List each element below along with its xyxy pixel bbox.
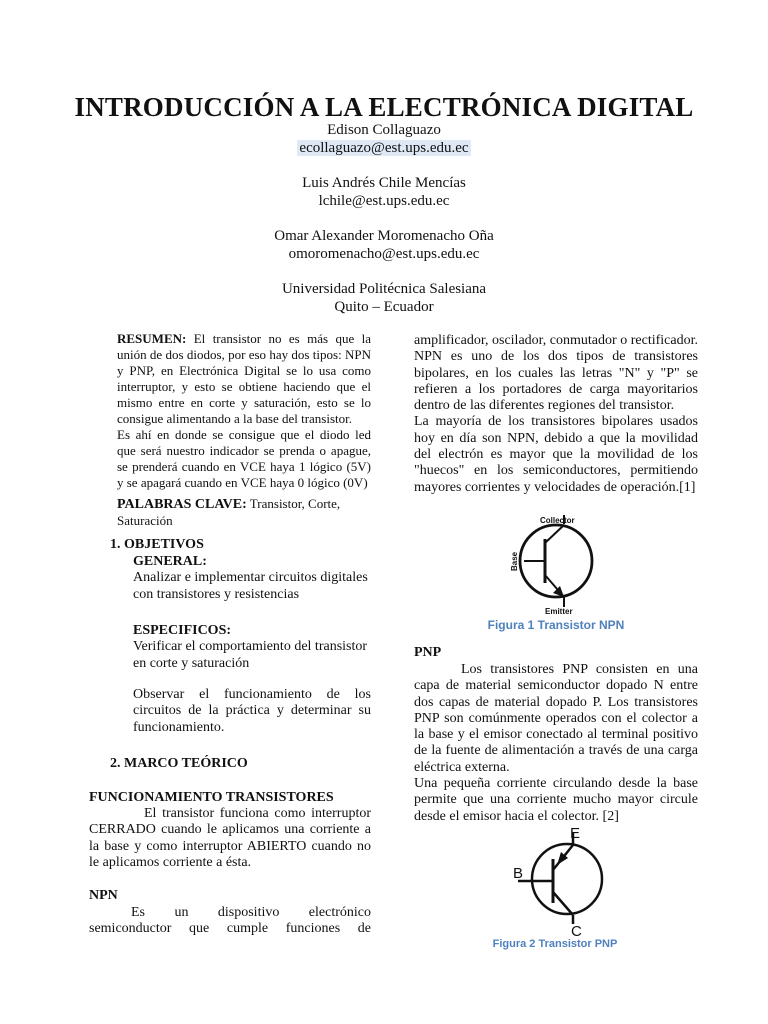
abstract-text-1: El transistor no es más que la unión de dos diodos, por eso hay dos tipos: NPN y PNP, en Electrónica Digital se lo usa como interruptor, y esto se obtiene haciendo que el mismo entre en corte y saturación, esto se lo consigue alimentando a la base del transistor. bbox=[117, 331, 371, 426]
npn-continued bbox=[414, 333, 698, 496]
author-1-email[interactable]: ecollaguazo@est.ups.edu.ec bbox=[299, 140, 469, 156]
pnp-e-label: E bbox=[570, 825, 581, 842]
abstract bbox=[117, 331, 371, 491]
pnp-b-label: B bbox=[513, 865, 524, 882]
figure-2-caption: Figura 2 Transistor PNP bbox=[492, 938, 618, 950]
affiliation: Universidad Politécnica Salesiana bbox=[281, 281, 487, 297]
transistor-function-heading: FUNCIONAMIENTO TRANSISTORES bbox=[89, 790, 334, 805]
npn-continued-2: La mayoría de los transistores bipolares usados hoy en día son NPN, debido a que la movilidad del electrón es mayor que la movilidad de los "huecos" en los semiconductores, permitiendo mayores corrientes y velocidades de operación.[1] bbox=[414, 414, 698, 495]
pnp-text-2: Una pequeña corriente circulando desde la base permite que una corriente mucho mayor circule desde el emisor hacia el colector. [2] bbox=[414, 776, 698, 824]
pnp-text: Los transistores PNP consisten en una capa de material semiconductor dopado N entre dos capas de material dopado P. Los transistores PNP son comúnmente operados con el colector a la base y el emisor conectado al terminal positivo de la fuente de alimentación a través de una carga eléctrica externa. bbox=[414, 662, 698, 775]
paper-title: INTRODUCCIÓN A LA ELECTRÓNICA DIGITAL bbox=[74, 92, 694, 122]
npn-heading: NPN bbox=[89, 888, 118, 903]
abstract-text-2: Es ahí en donde se consigue que el diodo led que será nuestro indicador se prenda o apague, se prenderá cuando en VCE haya 1 lógico (5V) y se apagará cuando en VCE haya 0 lógico (0V) bbox=[117, 427, 371, 490]
keywords bbox=[117, 496, 377, 529]
author-1-email-line bbox=[0, 139, 768, 157]
author-2-email[interactable]: lchile@est.ups.edu.ec bbox=[318, 193, 450, 209]
author-3-email[interactable]: omoromenacho@est.ups.edu.ec bbox=[288, 246, 480, 262]
figure-1-caption: Figura 1 Transistor NPN bbox=[487, 618, 625, 632]
author-1-name: Edison Collaguazo bbox=[327, 122, 441, 138]
npn-base-label: Base bbox=[510, 551, 519, 571]
observe-text: Observar el funcionamiento de los circuitos de la práctica y determinar su funcionamiento. bbox=[133, 687, 371, 735]
abstract-label: RESUMEN: bbox=[117, 331, 187, 346]
npn-emitter-label: Emitter bbox=[545, 607, 573, 615]
npn-collector-label: Collector bbox=[540, 516, 575, 525]
author-2-name: Luis Andrés Chile Mencías bbox=[302, 175, 466, 191]
pnp-heading: PNP bbox=[414, 645, 442, 660]
npn-figure bbox=[505, 513, 605, 615]
specific-label: ESPECIFICOS: bbox=[133, 623, 232, 638]
keywords-label: PALABRAS CLAVE: bbox=[117, 497, 247, 512]
general-label: GENERAL: bbox=[133, 554, 207, 569]
specific-text: Verificar el comportamiento del transistor en corte y saturación bbox=[133, 639, 368, 671]
keywords-text: Transistor, Corte, Saturación bbox=[117, 496, 341, 528]
objectives-heading: 1. OBJETIVOS bbox=[110, 537, 204, 552]
theory-heading: 2. MARCO TEÓRICO bbox=[110, 756, 248, 771]
npn-text: Es un dispositivo electrónico semiconductor que cumple funciones de bbox=[89, 905, 371, 937]
author-3-name: Omar Alexander Moromenacho Oña bbox=[274, 228, 494, 244]
transistor-function-text: El transistor funciona como interruptor CERRADO cuando le aplicamos una corriente a la base y como interruptor ABIERTO cuando no le aplicamos corriente a ésta. bbox=[89, 806, 371, 870]
location: Quito – Ecuador bbox=[334, 299, 434, 315]
pnp-c-label: C bbox=[571, 923, 582, 938]
pnp-figure bbox=[508, 823, 608, 938]
pnp-section bbox=[414, 662, 698, 825]
npn-collector-line bbox=[545, 525, 564, 543]
npn-continued-1: amplificador, oscilador, conmutador o rectificador. NPN es uno de los dos tipos de transistores bipolares, en los cuales las letras "N" y "P" se refieren a los portadores de carga mayoritarios dentro de las diferentes regiones del transistor. bbox=[414, 333, 698, 414]
general-text: Analizar e implementar circuitos digitales con transistores y resistencias bbox=[133, 570, 368, 602]
